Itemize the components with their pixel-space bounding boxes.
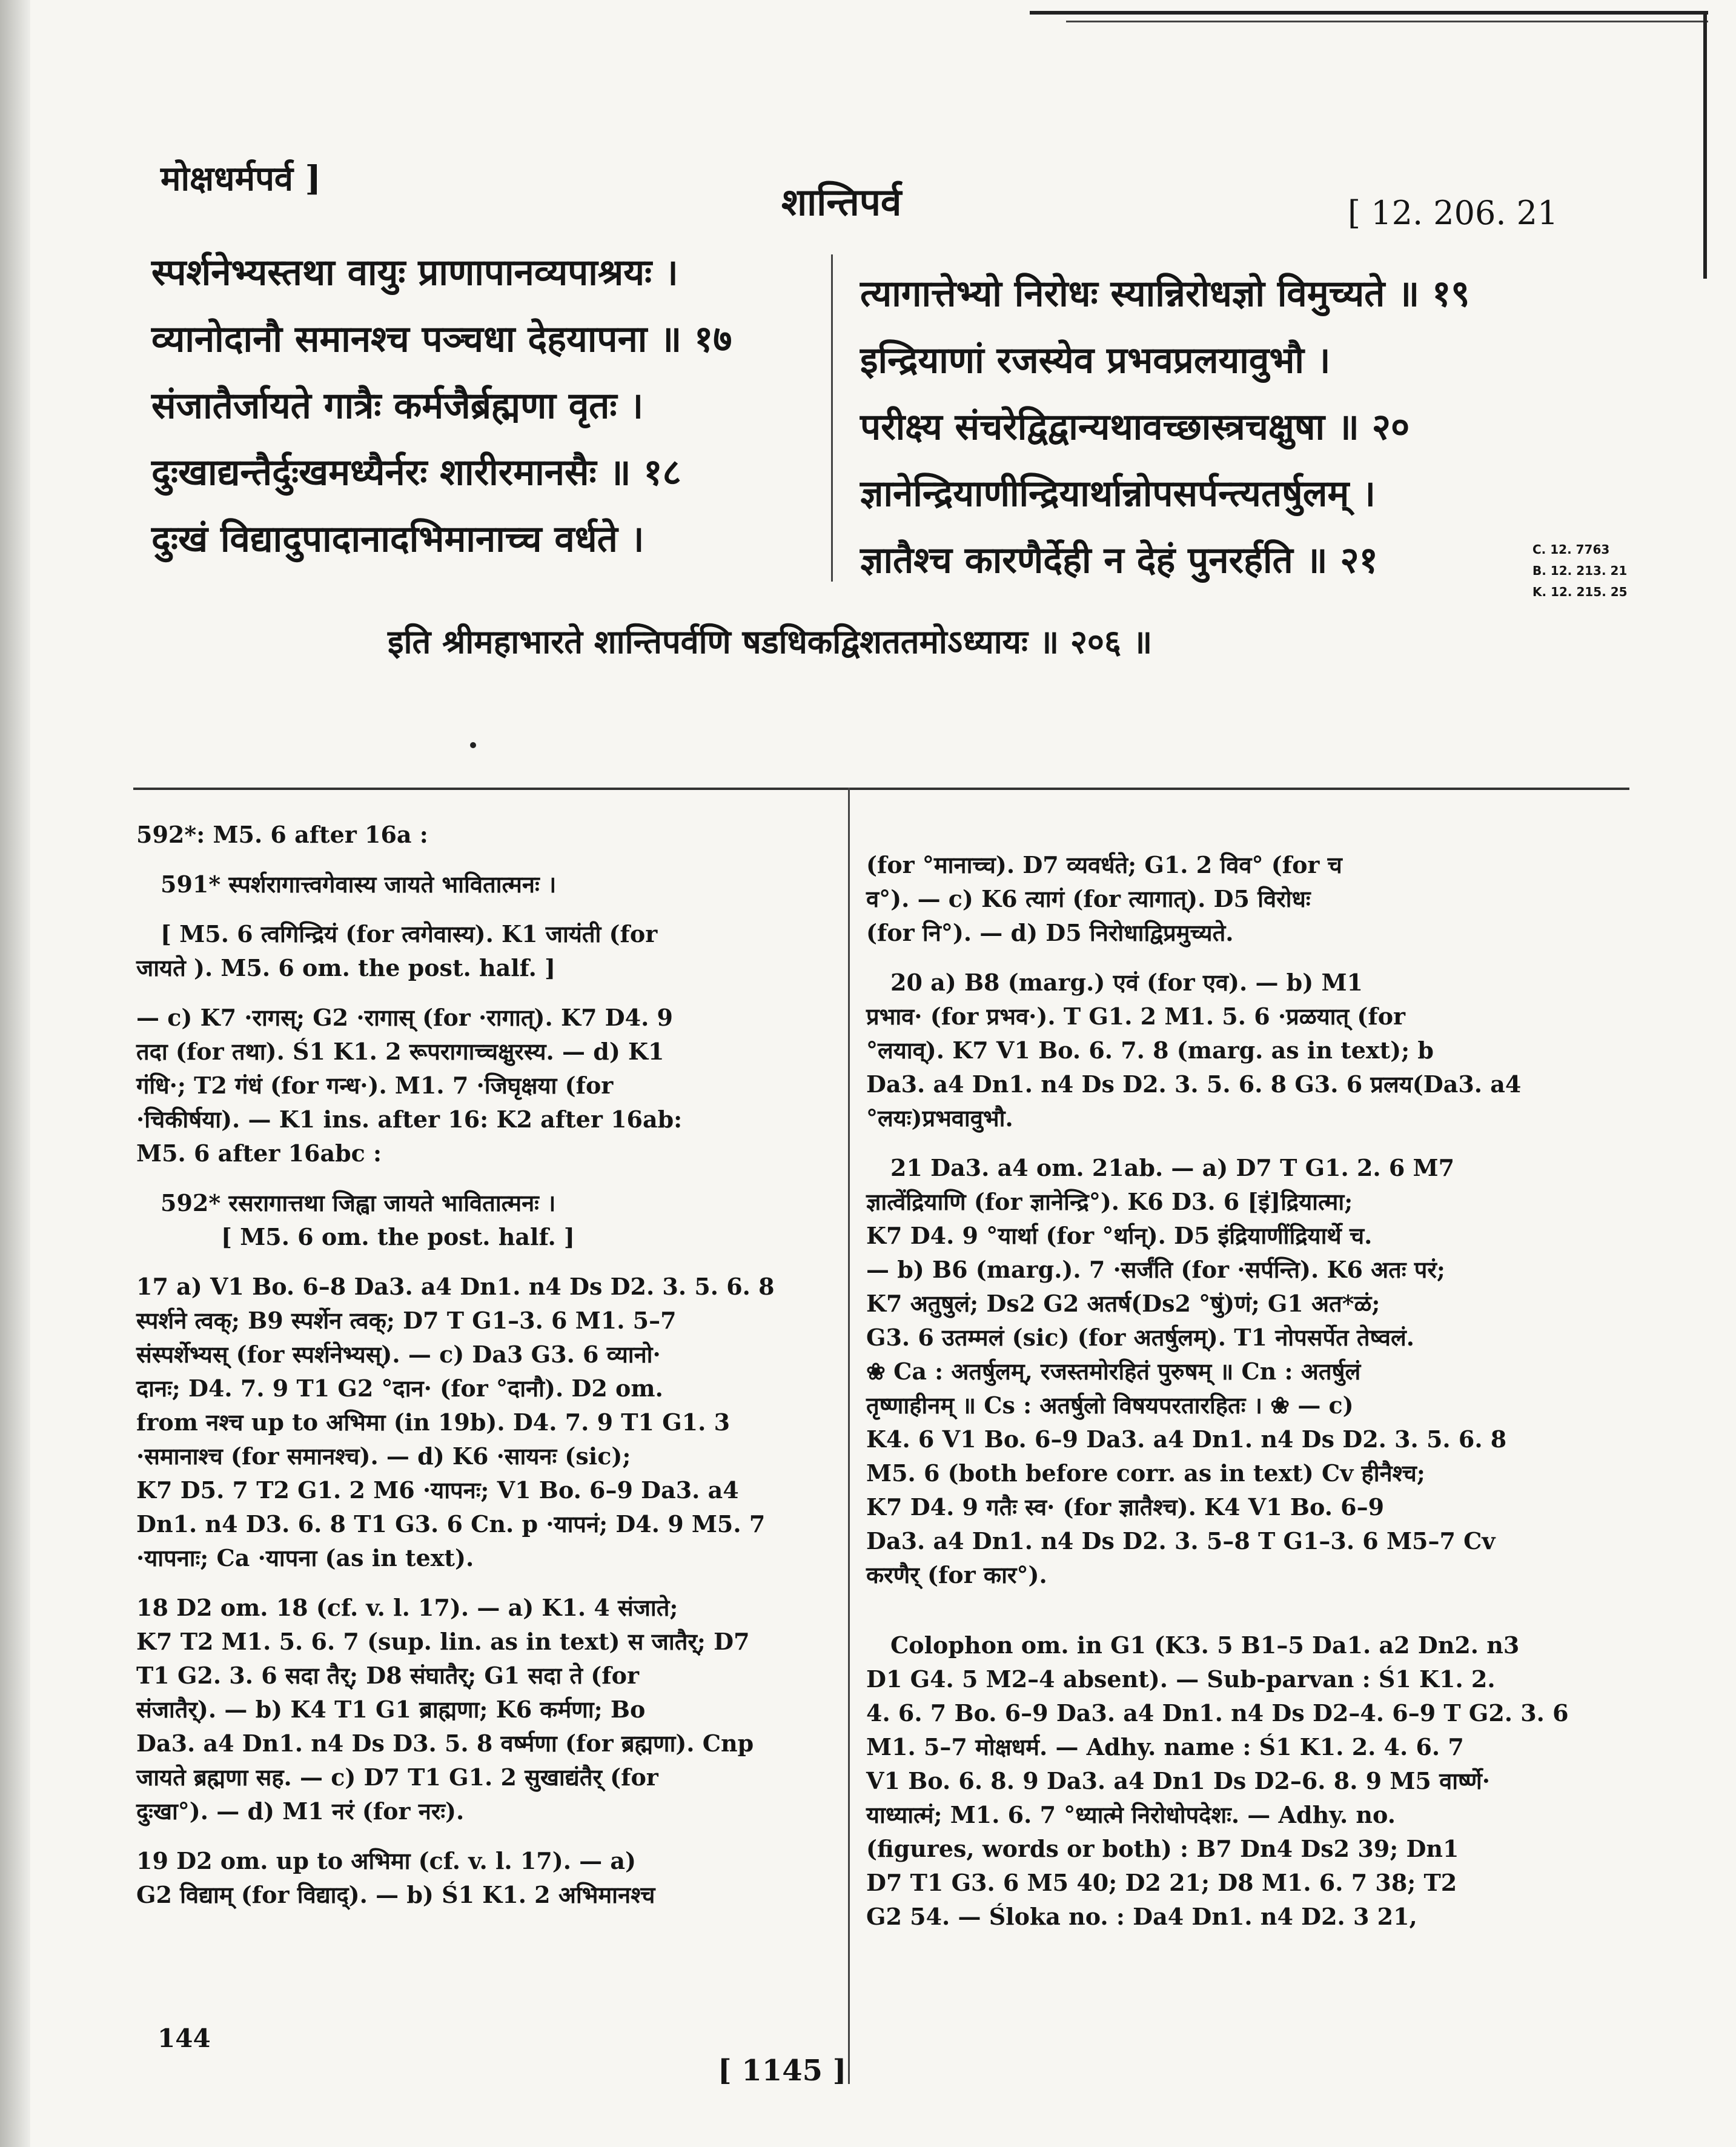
critical-apparatus-left [136, 818, 851, 1912]
note-line: (for °मानाच्च). D7 व्यवर्धते; G1. 2 विव° (for च [866, 851, 1342, 878]
note-line: M5. 6 after 16abc : [136, 1140, 382, 1167]
note-line: जायते ). M5. 6 om. the post. half. ] [136, 954, 556, 981]
verse-right-line: इन्द्रियाणां रजस्येव प्रभवप्रलयावुभौ । [860, 339, 1331, 382]
note-line: K7 D5. 7 T2 G1. 2 M6 ·यापनः; V1 Bo. 6–9 Da3. a4 [136, 1476, 739, 1504]
verse-right-line: त्यागात्तेभ्यो निरोधः स्यान्निरोधज्ञो विमुच्यते ॥ १९ [860, 273, 1470, 315]
note-line: — b) B6 (marg.). 7 ·सर्जंति (for ·सर्पन्ति). K6 अतः परं; [866, 1256, 1445, 1283]
note-line: Dn1. n4 D3. 6. 8 T1 G3. 6 Cn. p ·यापनं; D4. 9 M5. 7 [136, 1510, 766, 1538]
critical-apparatus-right [866, 848, 1581, 1934]
running-header-title: शान्तिपर्व [781, 180, 902, 224]
note-line: (figures, words or both) : B7 Dn4 Ds2 39; Dn1 [866, 1835, 1459, 1862]
page-number: [ 1145 ] [718, 2054, 847, 2088]
note-line: ·चिकीर्षया). — K1 ins. after 16: K2 after 16ab: [136, 1106, 683, 1133]
note-line: K7 अतुषुलं; Ds2 G2 अतर्ष(Ds2 °षुं)णं; G1 अत*ळं; [866, 1290, 1380, 1317]
note-line: K7 D4. 9 °यार्था (for °र्थान्). D5 इंद्रियाणींद्रियार्थे च. [866, 1222, 1373, 1249]
right-edge-rule [1703, 12, 1707, 279]
verse-right-line: ज्ञानेन्द्रियाणीन्द्रियार्थान्नोपसर्पन्त्यतर्षुलम् । [860, 473, 1376, 515]
verse-left-line: दुःखाद्यन्तैर्दुःखमध्यैर्नरः शारीरमानसैः ॥ १८ [151, 451, 681, 494]
note-line: 18 D2 om. 18 (cf. v. l. 17). — a) K1. 4 संजाते; [136, 1594, 678, 1621]
page-edge-shadow [0, 0, 30, 2147]
note-line: तदा (for तथा). Ś1 K1. 2 रूपरागाच्चक्षुरस्य. — d) K1 [136, 1038, 664, 1065]
note-line: प्रभाव· (for प्रभव·). T G1. 2 M1. 5. 6 ·प्रळयात् (for [866, 1003, 1406, 1030]
verse-left-line: स्पर्शनेभ्यस्तथा वायुः प्राणापानव्यपाश्रयः । [151, 251, 678, 294]
verse-left-line: व्यानोदानौ समानश्च पञ्चधा देहयापना ॥ १७ [151, 318, 732, 360]
chapter-colophon: इति श्रीमहाभारते शान्तिपर्वणि षडधिकद्विशततमोऽध्यायः ॥ २०६ ॥ [388, 622, 1153, 661]
verse-left-line: दुःखं विद्यादुपादानादभिमानाच्च वर्धते । [151, 518, 644, 560]
top-rule [1030, 11, 1708, 15]
verse-column-divider [831, 254, 833, 582]
note-line: — c) K7 ·रागस्; G2 ·रागास् (for ·रागात्). K7 D4. 9 [136, 1004, 673, 1031]
note-line: ·समानाश्च (for समानश्च). — d) K6 ·सायनः (sic); [136, 1442, 631, 1470]
note-line: 21 Da3. a4 om. 21ab. — a) D7 T G1. 2. 6 M7 [890, 1154, 1455, 1181]
note-line: °लयाव्). K7 V1 Bo. 6. 7. 8 (marg. as in text); b [866, 1037, 1434, 1064]
note-line: Da3. a4 Dn1. n4 Ds D2. 3. 5. 6. 8 G3. 6 प्रलय(Da3. a4 [866, 1070, 1522, 1098]
note-line: संजातैर्). — b) K4 T1 G1 ब्राह्मणा; K6 कर्मणा; Bo [136, 1696, 646, 1723]
note-line: M5. 6 (both before corr. as in text) Cv हीनैश्च; [866, 1459, 1425, 1487]
note-line: K7 D4. 9 गतैः स्व· (for ज्ञातैश्च). K4 V1 Bo. 6–9 [866, 1493, 1385, 1521]
note-line: 19 D2 om. up to अभिमा (cf. v. l. 17). — a) [136, 1847, 637, 1874]
note-line: ज्ञात्वेंद्रियाणि (for ज्ञानेन्द्रि°). K6 D3. 6 [इं]द्रियात्मा; [866, 1188, 1353, 1215]
note-line: [ M5. 6 om. the post. half. ] [221, 1223, 575, 1250]
note-line: K7 T2 M1. 5. 6. 7 (sup. lin. as in text) स जातैर्; D7 [136, 1628, 750, 1655]
note-line: [ M5. 6 त्वगिन्द्रियं (for त्वगेवास्य). K1 जायंती (for [161, 920, 658, 947]
concordance-calcutta: C. 12. 7763 [1532, 542, 1610, 557]
note-line: D7 T1 G3. 6 M5 40; D2 21; D8 M1. 6. 7 38; T2 [866, 1869, 1457, 1896]
note-line: from नश्च up to अभिमा (in 19b). D4. 7. 9 T1 G1. 3 [136, 1409, 731, 1436]
note-line: ❀ Ca : अतर्षुलम्, रजस्तमोरहितं पुरुषम् ॥ Cn : अतर्षुलं [866, 1358, 1361, 1385]
note-line: गंधि·; T2 गंधं (for गन्ध·). M1. 7 ·जिघृक्षया (for [136, 1072, 614, 1099]
note-line: Da3. a4 Dn1. n4 Ds D2. 3. 5–8 T G1–3. 6 M5–7 Cv [866, 1527, 1496, 1555]
note-line: 592* रसरागात्तथा जिह्वा जायते भावितात्मनः । [161, 1189, 556, 1216]
note-line: (for नि°). — d) D5 निरोधाद्विप्रमुच्यते. [866, 919, 1234, 946]
note-line: M1. 5–7 मोक्षधर्म. — Adhy. name : Ś1 K1. 2. 4. 6. 7 [866, 1733, 1464, 1760]
note-line: 591* स्पर्शरागात्त्वगेवास्य जायते भावितात्मनः । [161, 871, 557, 898]
note-line: G2 विद्याम् (for विद्याद्). — b) Ś1 K1. 2 अभिमानश्च [136, 1881, 655, 1908]
concordance-bombay: B. 12. 213. 21 [1532, 563, 1628, 578]
note-line: 592*: M5. 6 after 16a : [136, 821, 428, 848]
stray-dot [470, 742, 476, 748]
note-line: Colophon om. in G1 (K3. 5 B1–5 Da1. a2 Dn2. n3 [890, 1631, 1520, 1659]
note-line: 17 a) V1 Bo. 6–8 Da3. a4 Dn1. n4 Ds D2. 3. 5. 6. 8 [136, 1273, 775, 1300]
note-line: करणैर् (for कार°). [866, 1561, 1047, 1588]
note-line: T1 G2. 3. 6 सदा तैर्; D8 संघातैर्; G1 सदा ते (for [136, 1662, 639, 1689]
top-rule-secondary [1066, 21, 1708, 22]
apparatus-top-rule [133, 788, 1629, 790]
note-line: 20 a) B8 (marg.) एवं (for एव). — b) M1 [890, 969, 1363, 996]
running-header-left: मोक्षधर्मपर्व ] [161, 159, 322, 199]
concordance-kumbhakonam: K. 12. 215. 25 [1532, 585, 1628, 599]
note-line: व°). — c) K6 त्यागं (for त्यागात्). D5 विरोधः [866, 885, 1311, 912]
running-header-reference: [ 12. 206. 21 [1348, 194, 1559, 232]
note-line: G3. 6 उतम्मलं (sic) (for अतर्षुलम्). T1 नोपसर्पेत तेष्वलं. [866, 1324, 1415, 1351]
note-line: स्पर्शने त्वक्; B9 स्पर्शेन त्वक्; D7 T G1–3. 6 M1. 5–7 [136, 1307, 677, 1334]
note-line: V1 Bo. 6. 8. 9 Da3. a4 Dn1 Ds D2–6. 8. 9 M5 वार्ष्णे· [866, 1767, 1490, 1794]
volume-page-number: 144 [157, 2023, 211, 2053]
note-line: तृष्णाहीनम् ॥ Cs : अतर्षुलो विषयपरतारहितः । ❀ — c) [866, 1392, 1354, 1419]
note-line: K4. 6 V1 Bo. 6–9 Da3. a4 Dn1. n4 Ds D2. 3. 5. 6. 8 [866, 1425, 1507, 1453]
note-line: संस्पर्शेभ्यस् (for स्पर्शनेभ्यस्). — c) Da3 G3. 6 व्यानो· [136, 1341, 661, 1368]
note-line: Da3. a4 Dn1. n4 Ds D3. 5. 8 वर्ष्मणा (for ब्रह्मणा). Cnp [136, 1730, 754, 1757]
note-line: °लयः)प्रभवावुभौ. [866, 1104, 1013, 1132]
note-line: G2 54. — Śloka no. : Da4 Dn1. n4 D2. 3 21, [866, 1903, 1417, 1930]
note-line: जायते ब्रह्मणा सह. — c) D7 T1 G1. 2 सुखाद्यंतैर् (for [136, 1764, 658, 1791]
note-line: याध्यात्मं; M1. 6. 7 °ध्यात्मे निरोधोपदेशः. — Adhy. no. [866, 1801, 1396, 1828]
verse-left-line: संजातैर्जायते गात्रैः कर्मजैर्ब्रह्मणा वृतः । [151, 385, 644, 427]
note-line: दानः; D4. 7. 9 T1 G2 °दान· (for °दानौ). D2 om. [136, 1375, 663, 1402]
note-line: 4. 6. 7 Bo. 6–9 Da3. a4 Dn1. n4 Ds D2–4. 6–9 T G2. 3. 6 [866, 1699, 1569, 1727]
note-line: D1 G4. 5 M2–4 absent). — Sub-parvan : Ś1 K1. 2. [866, 1665, 1496, 1693]
verse-right-line: ज्ञातैश्च कारणैर्देही न देहं पुनरर्हति ॥ २१ [860, 539, 1378, 582]
note-line: दुःखा°). — d) M1 नरं (for नरः). [136, 1797, 465, 1825]
verse-right-line: परीक्ष्य संचरेद्विद्वान्यथावच्छास्त्रचक्षुषा ॥ २० [860, 406, 1410, 448]
note-line: ·यापनाः; Ca ·यापना (as in text). [136, 1544, 474, 1571]
